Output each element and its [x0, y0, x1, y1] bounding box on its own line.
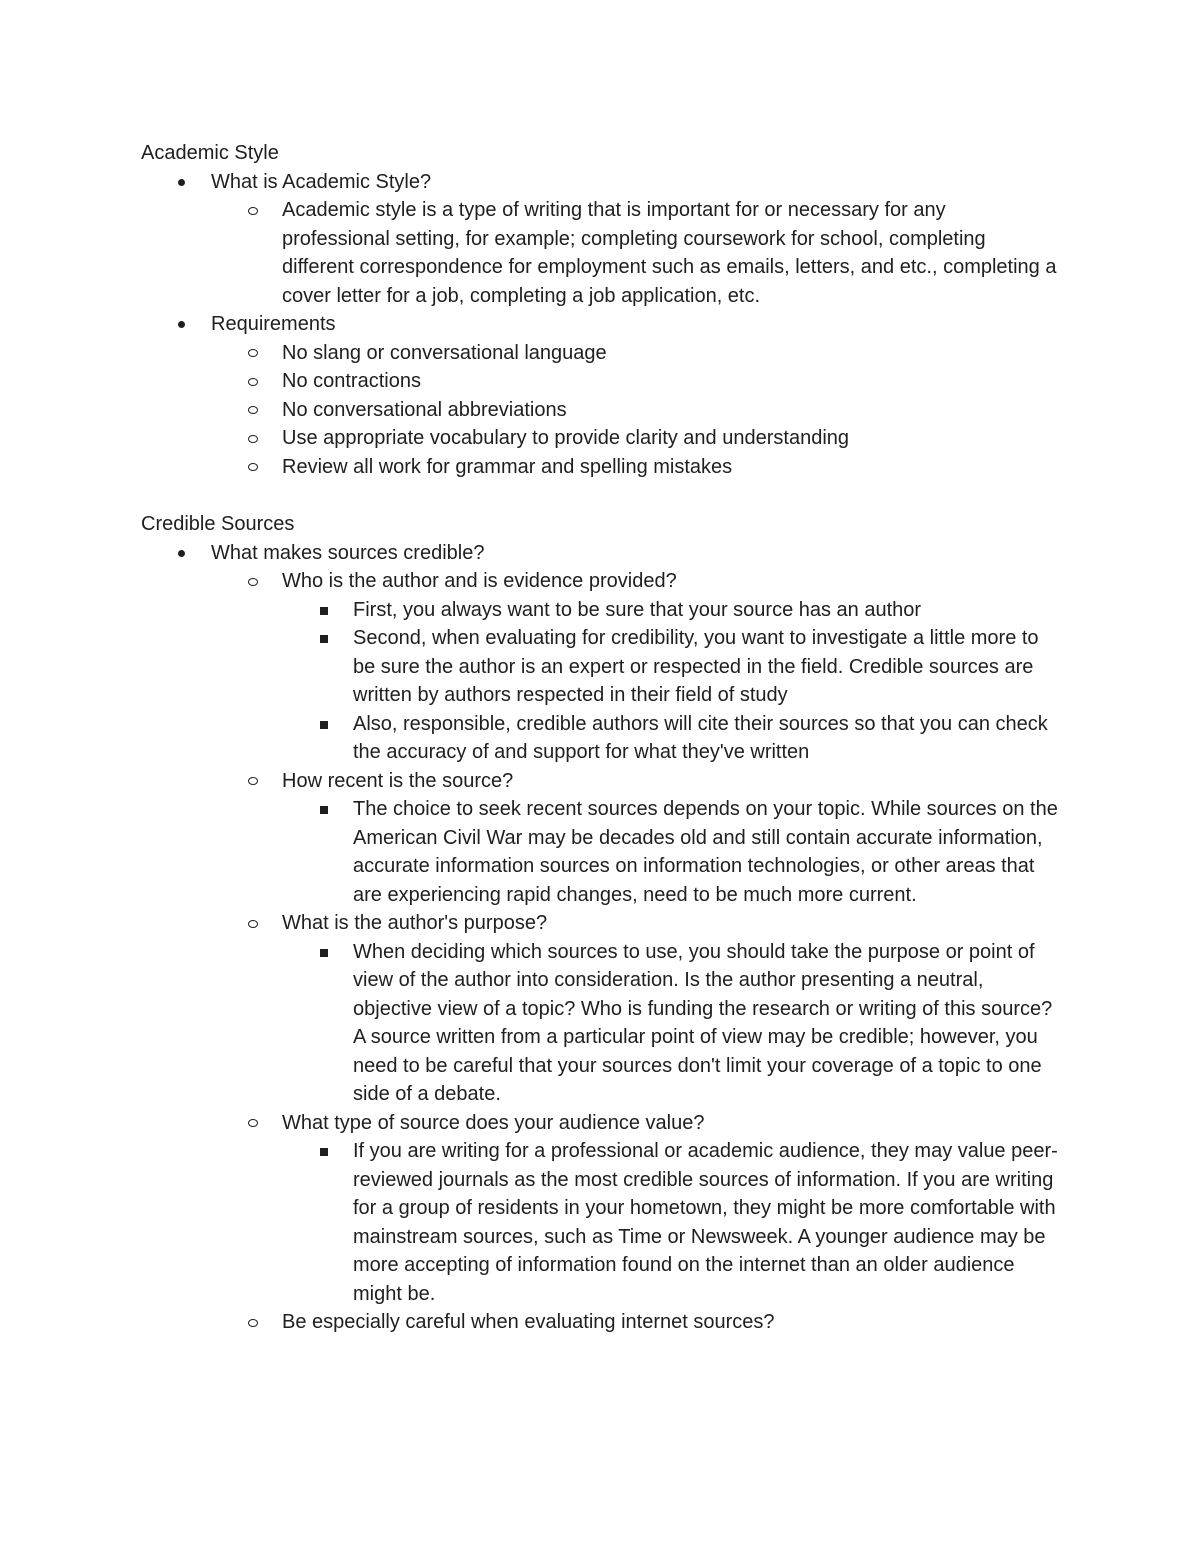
list-item-text: How recent is the source?	[282, 769, 514, 792]
list-item	[0, 909, 1057, 938]
section-heading: Academic Style	[141, 142, 279, 164]
list-item	[0, 310, 1041, 339]
circle-bullet-icon	[248, 1119, 258, 1127]
list-item	[0, 795, 1058, 909]
list-item-text: No contractions	[282, 370, 421, 392]
square-bullet-icon	[320, 806, 328, 814]
list-item-text: Who is the author and is evidence provided?	[282, 570, 677, 592]
list-item	[0, 339, 1057, 368]
list-item-text: No slang or conversational language	[282, 341, 607, 364]
list-item-text: When deciding which sources to use, you should take the purpose or point of view of the author into consideration. Is the author presenting a neutral, objective view of a topic? Who is funding the research or writing of this source? A source written from a particular point of view may be credible; however, you need to be careful that your sources don't limit your coverage of a topic to one side of a debate.	[353, 940, 1053, 1105]
list-item-text: What is Academic Style?	[211, 170, 432, 193]
list-item	[0, 567, 1057, 596]
circle-bullet-icon	[248, 463, 258, 471]
list-item	[0, 424, 1057, 453]
list-item	[0, 196, 1057, 310]
list-item	[0, 396, 1057, 425]
section-credible-sources	[0, 510, 1200, 1337]
list-item-text: Academic style is a type of writing that is important for or necessary for any professional setting, for example; completing coursework for school, completing different correspondence for employment such as emails, letters, and etc., completing a cover letter for a job, completing a job application, etc.	[282, 199, 1057, 307]
list-item	[0, 624, 1058, 710]
square-bullet-icon	[320, 635, 328, 643]
list-item-text: Second, when evaluating for credibility, you want to investigate a little more to be sure the author is an expert or respected in the field. Credible sources are written by authors respected in their field of study	[353, 627, 1039, 706]
circle-bullet-icon	[248, 578, 258, 586]
list-item-text: No conversational abbreviations	[282, 398, 567, 421]
list-item	[0, 1137, 1058, 1308]
disc-bullet-icon	[178, 550, 185, 557]
list-item-text: Be especially careful when evaluating internet sources?	[282, 1311, 775, 1333]
square-bullet-icon	[320, 607, 328, 615]
circle-bullet-icon	[248, 1319, 258, 1327]
circle-bullet-icon	[248, 777, 258, 785]
list-item	[0, 367, 1057, 396]
list-item	[0, 168, 1041, 197]
list-item-text: Use appropriate vocabulary to provide clarity and understanding	[282, 427, 850, 449]
disc-bullet-icon	[178, 321, 185, 328]
circle-bullet-icon	[248, 920, 258, 928]
list-item	[0, 539, 1041, 568]
list-item	[0, 596, 1058, 625]
section-heading: Credible Sources	[141, 513, 295, 535]
square-bullet-icon	[320, 1148, 328, 1156]
circle-bullet-icon	[248, 207, 258, 215]
list-item	[0, 710, 1058, 767]
list-item-text: What type of source does your audience value?	[282, 1111, 705, 1134]
list-item-text: Also, responsible, credible authors will cite their sources so that you can check the accuracy of and support for what they've written	[353, 712, 1048, 763]
circle-bullet-icon	[248, 435, 258, 443]
section-academic-style	[0, 139, 1200, 481]
disc-bullet-icon	[178, 179, 185, 186]
circle-bullet-icon	[248, 378, 258, 386]
list-item-text: If you are writing for a professional or academic audience, they may value peer-reviewed journals as the most credible sources of information. If you are writing for a group of residents in your hometown, they might be more comfortable with mainstream sources, such as Time or Newsweek. A younger audience may be more accepting of information found on the internet than an older audience might be.	[353, 1140, 1058, 1305]
list-item-text: What is the author's purpose?	[282, 912, 548, 934]
square-bullet-icon	[320, 949, 328, 957]
list-item-text: Review all work for grammar and spelling mistakes	[282, 455, 733, 478]
circle-bullet-icon	[248, 406, 258, 414]
list-item	[0, 1109, 1057, 1138]
list-item-text: Requirements	[211, 313, 336, 335]
list-item	[0, 938, 1058, 1109]
list-item	[0, 453, 1057, 482]
square-bullet-icon	[320, 721, 328, 729]
circle-bullet-icon	[248, 349, 258, 357]
list-item	[0, 767, 1057, 796]
list-item-text: First, you always want to be sure that your source has an author	[353, 598, 922, 621]
list-item-text: The choice to seek recent sources depends on your topic. While sources on the American Civil War may be decades old and still contain accurate information, accurate information sources on information technologies, or other areas that are experiencing rapid changes, need to be much more current.	[353, 798, 1058, 906]
list-item	[0, 1308, 1057, 1337]
list-item-text: What makes sources credible?	[211, 541, 485, 564]
